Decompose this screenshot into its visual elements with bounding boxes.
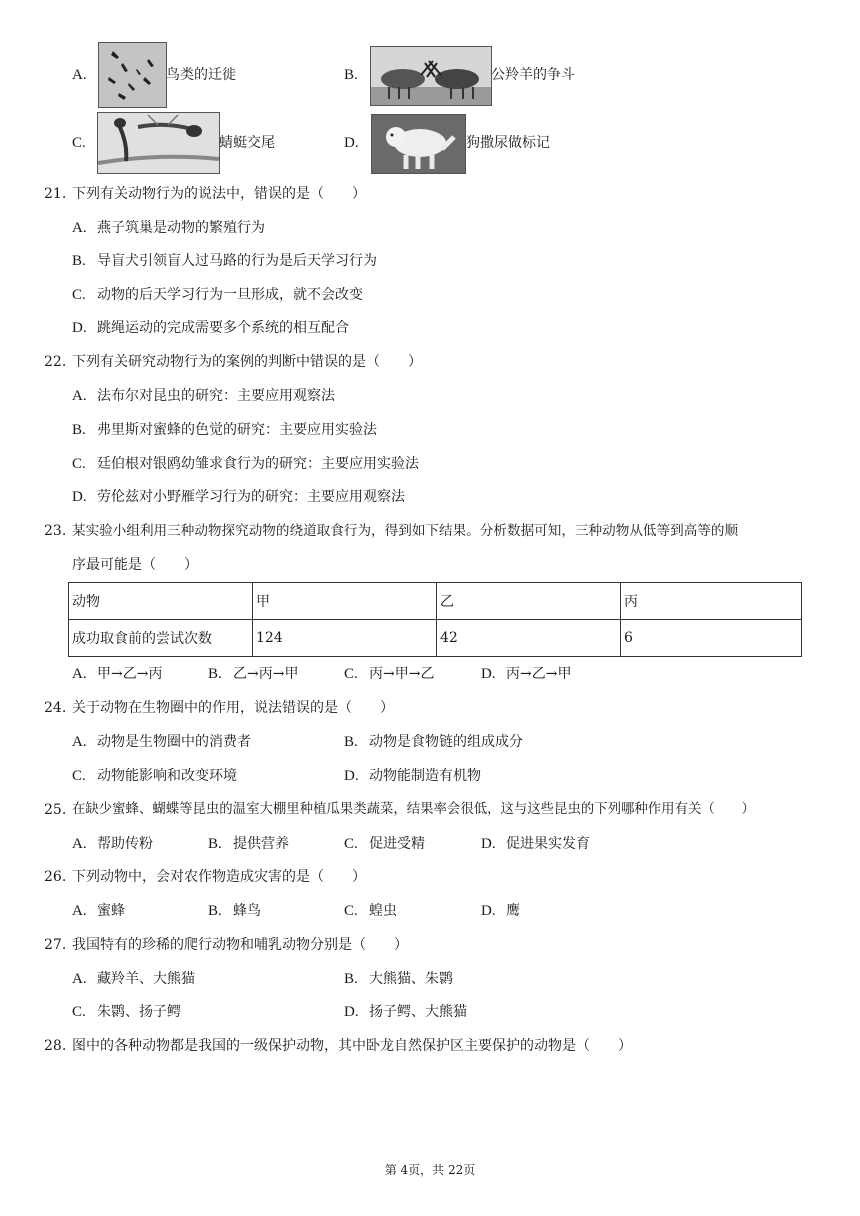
- question-number: 25.: [44, 802, 67, 818]
- option-text: 蜜蜂: [97, 903, 125, 919]
- option-letter: C.: [344, 666, 358, 682]
- option-letter: B.: [208, 836, 222, 852]
- option-letter: C.: [72, 456, 86, 472]
- option-letter: D.: [344, 135, 359, 151]
- option-letter: A.: [72, 67, 87, 83]
- question-stem: 下列有关动物行为的说法中，错误的是（ ）: [72, 186, 366, 202]
- page-footer: 第 4页，共 22页: [384, 1163, 476, 1177]
- table-row: [69, 620, 802, 657]
- option-text: 丙→甲→乙: [369, 666, 435, 682]
- option-text: 提供营养: [233, 836, 289, 852]
- question-stem: 图中的各种动物都是我国的一级保护动物，其中卧龙自然保护区主要保护的动物是（ ）: [72, 1038, 632, 1054]
- option-letter: D.: [72, 320, 87, 336]
- dog-marking-image: [371, 114, 466, 174]
- option-letter: C.: [72, 768, 86, 784]
- option-letter: C.: [72, 1004, 86, 1020]
- table-cell: 6: [621, 620, 802, 657]
- dragonfly-mating-image: [97, 112, 220, 174]
- question-number: 21.: [44, 186, 67, 202]
- option-letter: B.: [72, 422, 86, 438]
- option-letter: A.: [72, 971, 87, 987]
- question-number: 22.: [44, 354, 67, 370]
- option-text: 帮助传粉: [97, 836, 153, 852]
- table-cell: 124: [253, 620, 437, 657]
- question-stem: 下列动物中，会对农作物造成灾害的是（ ）: [72, 869, 366, 885]
- option-letter: C.: [344, 903, 358, 919]
- question-number: 28.: [44, 1038, 67, 1054]
- option-letter: A.: [72, 220, 87, 236]
- question-stem: 关于动物在生物圈中的作用，说法错误的是（ ）: [72, 700, 394, 716]
- question-number: 26.: [44, 869, 67, 885]
- question-number: 27.: [44, 937, 67, 953]
- option-letter: C.: [72, 287, 86, 303]
- option-letter: B.: [344, 971, 358, 987]
- option-letter: B.: [72, 253, 86, 269]
- option-letter: C.: [72, 135, 86, 151]
- question-stem: 某实验小组利用三种动物探究动物的绕道取食行为，得到如下结果。分析数据可知，三种动物从低等到高等的顺: [72, 523, 739, 539]
- question-stem-continued: 序最可能是（ ）: [72, 557, 198, 573]
- option-text: 鹰: [506, 903, 520, 919]
- option-text: 跳绳运动的完成需要多个系统的相互配合: [97, 320, 349, 336]
- table-cell: 动物: [69, 583, 253, 620]
- option-text: 甲→乙→丙: [97, 666, 163, 682]
- option-letter: A.: [72, 666, 87, 682]
- option-text: 促进受精: [369, 836, 425, 852]
- option-letter: A.: [72, 734, 87, 750]
- option-text: 导盲犬引领盲人过马路的行为是后天学习行为: [97, 253, 377, 269]
- bird-migration-image: [98, 42, 167, 108]
- option-caption: 蜻蜓交尾: [219, 135, 275, 151]
- option-letter: A.: [72, 903, 87, 919]
- table-cell: 成功取食前的尝试次数: [69, 620, 253, 657]
- option-text: 燕子筑巢是动物的繁殖行为: [97, 220, 265, 236]
- option-letter: C.: [344, 836, 358, 852]
- option-letter: A.: [72, 388, 87, 404]
- option-text: 弗里斯对蜜蜂的色觉的研究：主要应用实验法: [97, 422, 377, 438]
- option-text: 动物能制造有机物: [369, 768, 481, 784]
- option-letter: D.: [72, 489, 87, 505]
- option-caption: 公羚羊的争斗: [491, 67, 575, 83]
- option-text: 动物能影响和改变环境: [97, 768, 237, 784]
- option-letter: D.: [481, 666, 496, 682]
- option-caption: 鸟类的迁徙: [166, 67, 236, 83]
- option-letter: B.: [344, 734, 358, 750]
- option-text: 蝗虫: [369, 903, 397, 919]
- option-text: 促进果实发育: [506, 836, 590, 852]
- option-letter: D.: [481, 903, 496, 919]
- question-stem: 在缺少蜜蜂、蝴蝶等昆虫的温室大棚里种植瓜果类蔬菜，结果率会很低，这与这些昆虫的下列哪种作用有关（ ）: [72, 802, 755, 817]
- option-letter: D.: [344, 768, 359, 784]
- option-text: 扬子鳄、大熊猫: [369, 1004, 467, 1020]
- option-text: 劳伦兹对小野雁学习行为的研究：主要应用观察法: [97, 489, 405, 505]
- option-letter: D.: [344, 1004, 359, 1020]
- option-letter: B.: [344, 67, 358, 83]
- option-text: 动物的后天学习行为一旦形成，就不会改变: [97, 287, 363, 303]
- option-text: 动物是食物链的组成成分: [369, 734, 523, 750]
- results-table: [68, 582, 802, 657]
- antelope-fight-image: [370, 46, 492, 106]
- question-stem: 我国特有的珍稀的爬行动物和哺乳动物分别是（ ）: [72, 937, 408, 953]
- table-cell: 乙: [437, 583, 621, 620]
- option-text: 廷伯根对银鸥幼雏求食行为的研究：主要应用实验法: [97, 456, 419, 472]
- table-cell: 42: [437, 620, 621, 657]
- option-letter: B.: [208, 666, 222, 682]
- question-number: 24.: [44, 700, 67, 716]
- option-letter: B.: [208, 903, 222, 919]
- option-text: 法布尔对昆虫的研究：主要应用观察法: [97, 388, 335, 404]
- table-cell: 甲: [253, 583, 437, 620]
- question-stem: 下列有关研究动物行为的案例的判断中错误的是（ ）: [72, 354, 422, 370]
- option-text: 动物是生物圈中的消费者: [97, 734, 251, 750]
- option-text: 乙→丙→甲: [233, 666, 299, 682]
- option-text: 蜂鸟: [233, 903, 261, 919]
- option-text: 藏羚羊、大熊猫: [97, 971, 195, 987]
- option-text: 丙→乙→甲: [506, 666, 572, 682]
- table-row: [69, 583, 802, 620]
- option-text: 朱鹮、扬子鳄: [97, 1004, 181, 1020]
- option-letter: D.: [481, 836, 496, 852]
- table-cell: 丙: [621, 583, 802, 620]
- option-caption: 狗撒尿做标记: [466, 135, 550, 151]
- option-letter: A.: [72, 836, 87, 852]
- question-number: 23.: [44, 523, 67, 539]
- option-text: 大熊猫、朱鹮: [369, 971, 453, 987]
